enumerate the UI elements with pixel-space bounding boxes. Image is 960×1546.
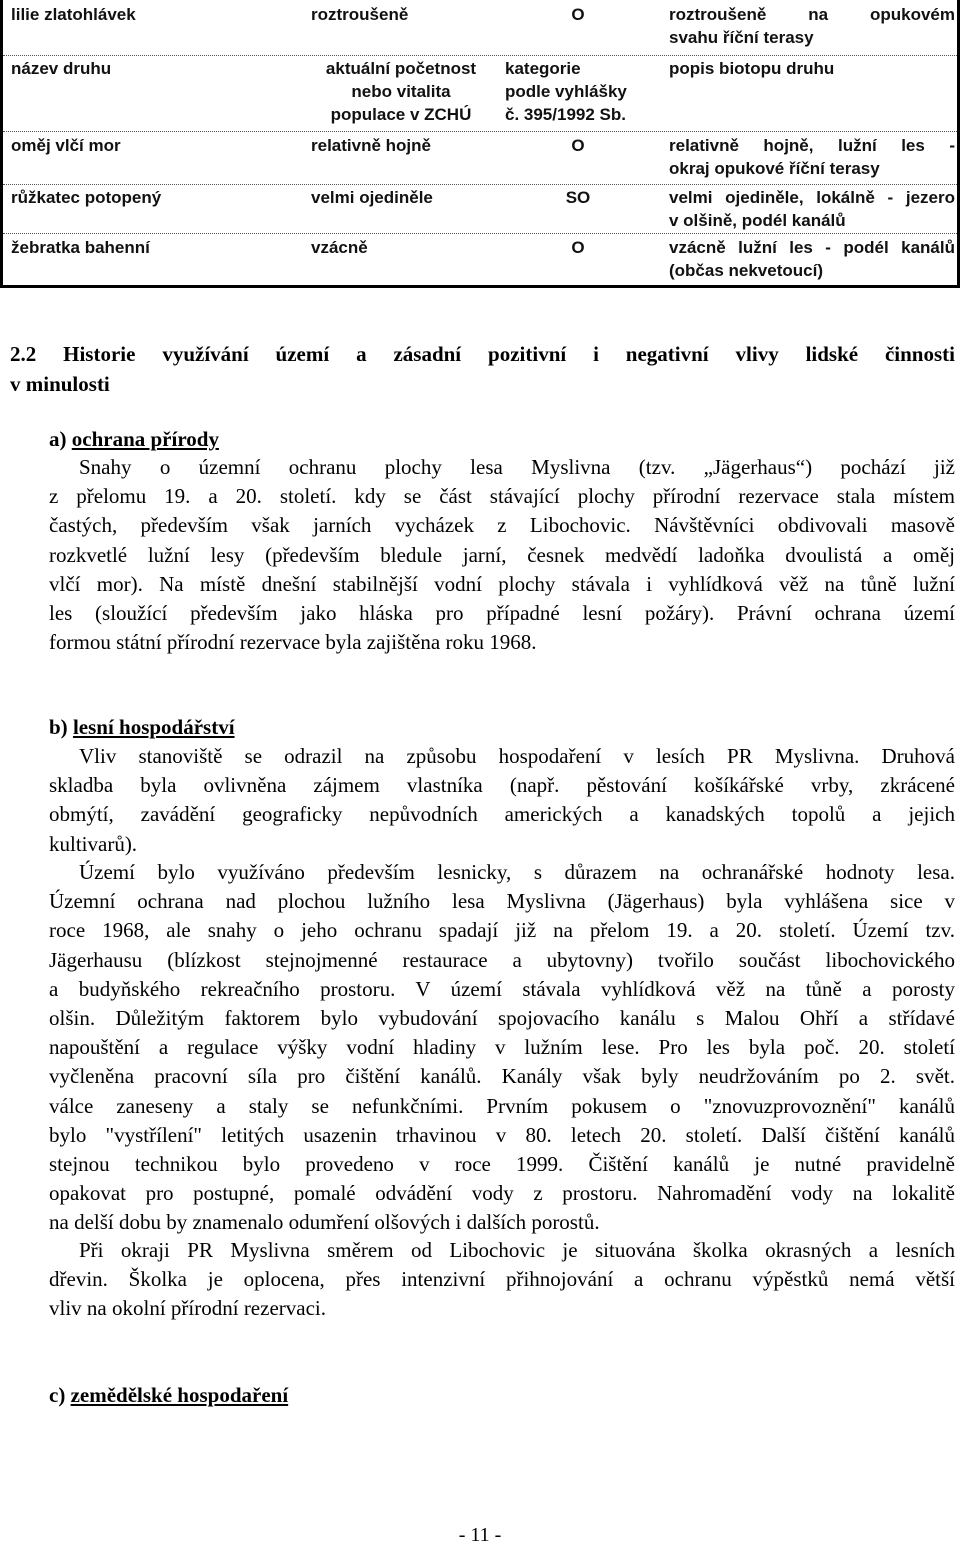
species-name: žebratka bahenní [11, 238, 150, 257]
species-habitat: relativně hojně, lužní les - okraj opukové říční terasy [669, 136, 955, 178]
table-row [3, 236, 957, 284]
subsection-c-heading: c) zemědělské hospodaření [49, 1383, 289, 1407]
header-name: název druhu [11, 59, 112, 78]
page-number: - 11 - [458, 1524, 502, 1546]
species-category: O [571, 136, 585, 155]
species-name: růžkatec potopený [11, 188, 162, 207]
table-row [3, 3, 957, 56]
table-row [3, 134, 957, 185]
subsection-a-paragraph: Snahy o územní ochranu plochy lesa Myslivna (tzv. „Jägerhaus“) pochází již z přelomu 19. a 20. století. kdy se část stávající plochy přírodní rezervace stala místem častých, především však jarních vycházek z Libochovic. Návštěvníci obdivovali masově rozkvetlé lužní lesy (především bledule jarní, česnek medvědí ladoňka dvoulistá a oměj vlčí mor). Na místě dnešní stabilnější vodní plochy stávala i vyhlídková věž na tůně lužní les (sloužící především jako hláska pro případné lesní požáry). Právní ochrana území formou státní přírodní rezervace byla zajištěna roku 1968. [49, 455, 955, 655]
subsection-b-paragraph-2: Území bylo využíváno především lesnicky, s důrazem na ochranářské hodnoty lesa. Územní ochrana nad plochou lužního lesa Myslivna (Jägerhaus) byla vyhlášena sice v roce 1968, ale snahy o jeho ochranu spadají již na přelom 19. a 20. století. Území tzv. Jägerhausu (blízkost stejnojmenné restaurace a ubytovny) tvořilo součást libochovického a budyňského rekreačního prostoru. V území stávala vyhlídková věž na tůně a porosty olšin. Důležitým faktorem bylo vybudování spojovacího kanálu s Malou Ohří a střídavé napouštění a regulace výšky vodní hladiny v lužním lese. Pro les byla poč. 20. století vyčleněna pracovní síla pro čištění kanálů. Kanály však byly neudržováním po 2. svět. válce zaneseny a staly se nefunkčními. Prvním pokusem o "znovuzprovoznění" kanálů bylo "vystřílení" letitých usazenin trhavinou v 80. letech 20. století. Další čištění kanálů stejnou technikou bylo provedeno v roce 1999. Čištění kanálů je nutné pravidelně opakovat pro postupné, pomalé odvádění vody z prostoru. Nahromadění vody na lokalitě na delší dobu by znamenalo odumření olšových i dalších porostů. [49, 860, 955, 1235]
section-heading: 2.2 Historie využívání území a zásadní pozitivní i negativní vlivy lidské činnosti v minulosti [10, 342, 955, 396]
species-habitat: roztroušeně na opukovém svahu říční terasy [669, 5, 955, 47]
species-abundance: velmi ojediněle [311, 188, 433, 207]
species-abundance: relativně hojně [311, 136, 431, 155]
species-name: lilie zlatohlávek [11, 5, 136, 24]
species-category: O [571, 5, 585, 24]
species-abundance: roztroušeně [311, 5, 409, 24]
species-habitat: vzácně lužní les - podél kanálů (občas nekvetoucí) [669, 238, 955, 280]
species-category: O [571, 238, 585, 257]
species-habitat: velmi ojediněle, lokálně - jezero v olšině, podél kanálů [669, 188, 955, 230]
subsection-a-heading: a) ochrana přírody [49, 427, 219, 451]
species-name: oměj vlčí mor [11, 136, 121, 155]
header-habitat: popis biotopu druhu [669, 59, 835, 78]
species-abundance: vzácně [311, 238, 368, 257]
species-category: SO [565, 188, 591, 207]
subsection-b-paragraph-3: Při okraji PR Myslivna směrem od Libochovic je situována školka okrasných a lesních dřevin. Školka je oplocena, přes intenzivní přihnojování a ochranu výpěstků nemá větší vliv na okolní přírodní rezervaci. [49, 1238, 955, 1321]
subsection-b-heading: b) lesní hospodářství [49, 715, 235, 739]
header-category: kategorie podle vyhlášky č. 395/1992 Sb. [505, 59, 627, 124]
table-header-row [3, 57, 957, 132]
subsection-b-paragraph-1: Vliv stanoviště se odrazil na způsobu hospodaření v lesích PR Myslivna. Druhová skladba byla ovlivněna zájmem vlastníka (např. pěstování košíkářské vrby, zkrácené obmýtí, zavádění geograficky nepůvodních amerických a kanadských topolů a jejich kultivarů). [49, 744, 955, 856]
header-abundance: aktuální početnost nebo vitalita populace v ZCHÚ [325, 59, 477, 124]
table-row [3, 186, 957, 234]
species-table [0, 0, 960, 288]
